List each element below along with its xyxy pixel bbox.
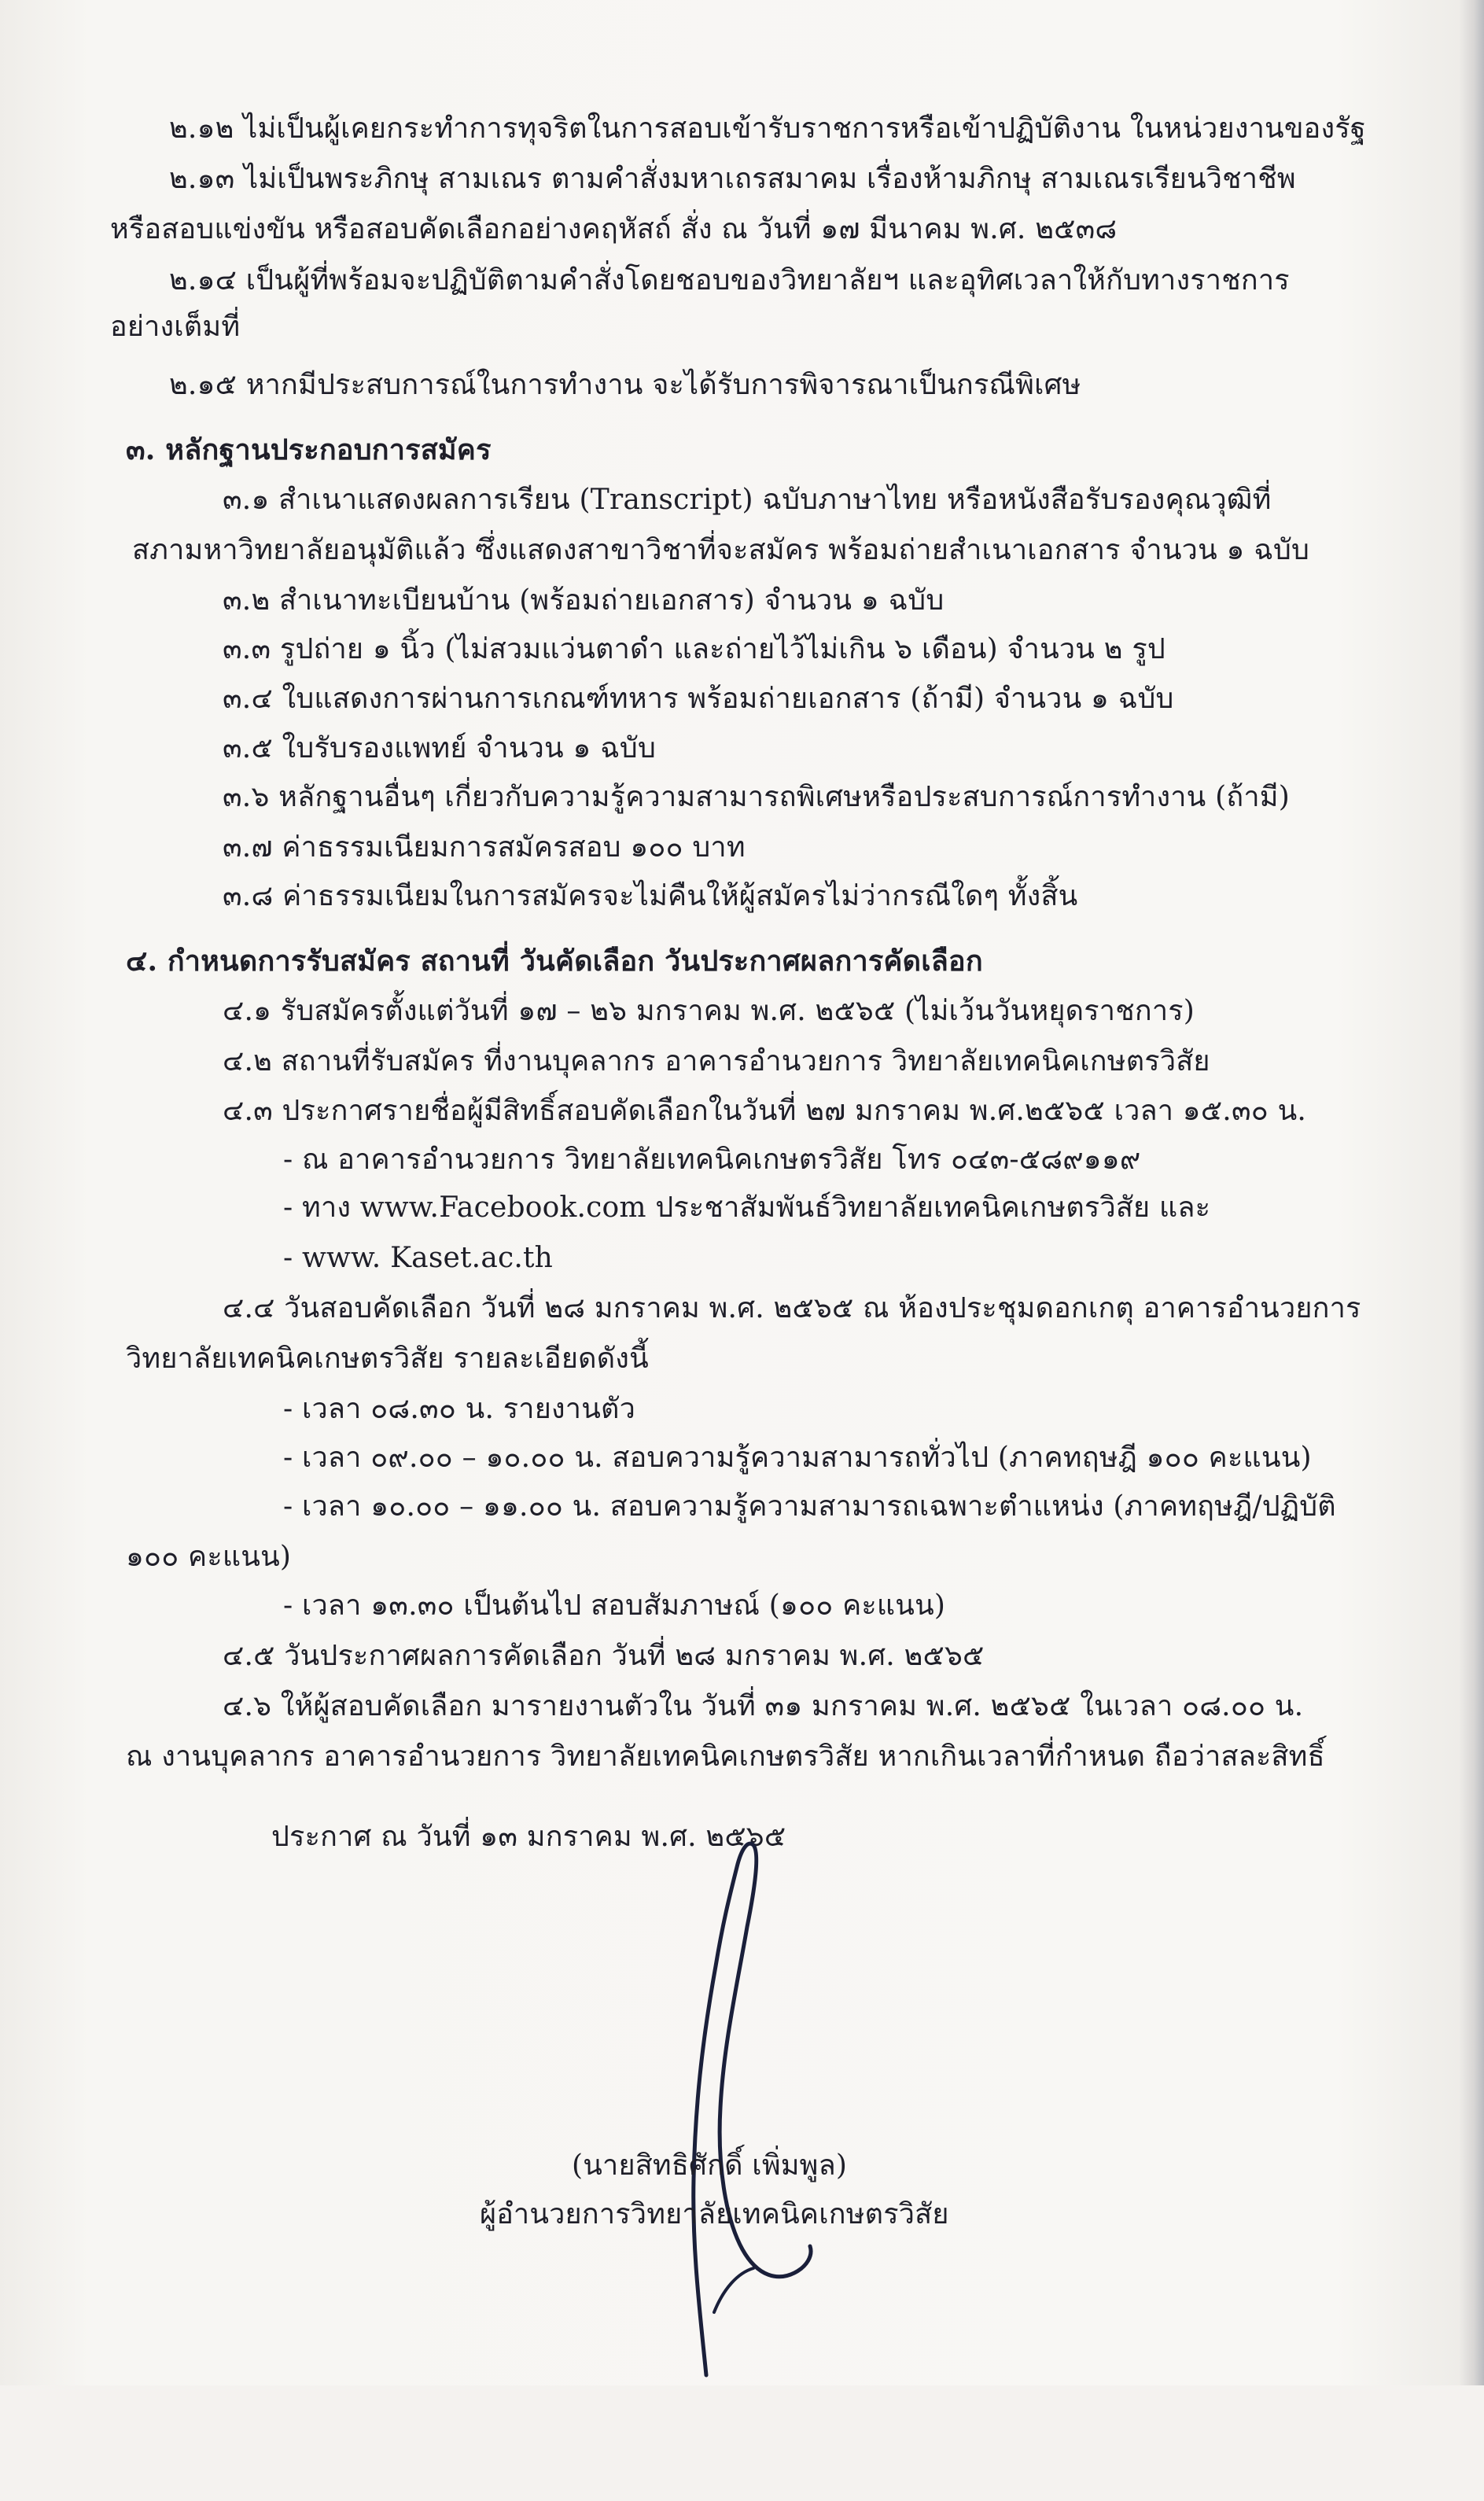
item-4-1: ๔.๑ รับสมัครตั้งแต่วันที่ ๑๗ – ๒๖ มกราคม พ.ศ. ๒๕๖๕ (ไม่เว้นวันหยุดราชการ)	[223, 995, 1195, 1027]
item-4-3-website: - www. Kaset.ac.th	[283, 1242, 554, 1274]
section-3-heading: ๓. หลักฐานประกอบการสมัคร	[126, 433, 492, 466]
schedule-0900: - เวลา ๐๙.๐๐ – ๑๐.๐๐ น. สอบความรู้ความสามารถทั่วไป (ภาคทฤษฎี ๑๐๐ คะแนน)	[283, 1442, 1312, 1474]
item-2-14: ๒.๑๔ เป็นผู้ที่พร้อมจะปฏิบัติตามคำสั่งโดยชอบของวิทยาลัยฯ และอุทิศเวลาให้กับทางราชการ	[169, 264, 1290, 297]
section-4-heading: ๔. กำหนดการรับสมัคร สถานที่ วันคัดเลือก วันประกาศผลการคัดเลือก	[126, 945, 983, 978]
item-4-2: ๔.๒ สถานที่รับสมัคร ที่งานบุคลากร อาคารอำนวยการ วิทยาลัยเทคนิคเกษตรวิสัย	[223, 1045, 1210, 1077]
item-4-4-cont: วิทยาลัยเทคนิคเกษตรวิสัย รายละเอียดดังนี้	[126, 1343, 649, 1375]
item-4-3: ๔.๓ ประกาศรายชื่อผู้มีสิทธิ์สอบคัดเลือกในวันที่ ๒๗ มกราคม พ.ศ.๒๕๖๕ เวลา ๑๕.๓๐ น.	[223, 1095, 1307, 1127]
item-4-3-place: - ณ อาคารอำนวยการ วิทยาลัยเทคนิคเกษตรวิสัย โทร ๐๔๓-๕๘๙๑๑๙	[283, 1144, 1141, 1176]
item-3-1: ๓.๑ สำเนาแสดงผลการเรียน (Transcript) ฉบับภาษาไทย หรือหนังสือรับรองคุณวุฒิที่	[223, 484, 1272, 516]
schedule-1000: - เวลา ๑๐.๐๐ – ๑๑.๐๐ น. สอบความรู้ความสามารถเฉพาะตำแหน่ง (ภาคทฤษฎี/ปฏิบัติ	[283, 1490, 1336, 1523]
schedule-1330: - เวลา ๑๓.๓๐ เป็นต้นไป สอบสัมภาษณ์ (๑๐๐ คะแนน)	[283, 1589, 946, 1622]
item-3-7: ๓.๗ ค่าธรรมเนียมการสมัครสอบ ๑๐๐ บาท	[223, 831, 746, 864]
item-4-5: ๔.๕ วันประกาศผลการคัดเลือก วันที่ ๒๘ มกราคม พ.ศ. ๒๕๖๕	[223, 1640, 985, 1672]
item-2-13-cont: หรือสอบแข่งขัน หรือสอบคัดเลือกอย่างคฤหัสถ์ สั่ง ณ วันที่ ๑๗ มีนาคม พ.ศ. ๒๕๓๘	[110, 213, 1118, 245]
item-3-8: ๓.๘ ค่าธรรมเนียมในการสมัครจะไม่คืนให้ผู้สมัครไม่ว่ากรณีใดๆ ทั้งสิ้น	[223, 880, 1078, 912]
item-3-5: ๓.๕ ใบรับรองแพทย์ จำนวน ๑ ฉบับ	[223, 732, 657, 764]
signatory-title: ผู้อำนวยการวิทยาลัยเทคนิคเกษตรวิสัย	[480, 2198, 949, 2230]
item-3-3: ๓.๓ รูปถ่าย ๑ นิ้ว (ไม่สวมแว่นตาดำ และถ่ายไว้ไม่เกิน ๖ เดือน) จำนวน ๒ รูป	[223, 633, 1165, 665]
item-2-12: ๒.๑๒ ไม่เป็นผู้เคยกระทำการทุจริตในการสอบเข้ารับราชการหรือเข้าปฏิบัติงาน ในหน่วยงานของรัฐ	[169, 112, 1366, 145]
schedule-0830: - เวลา ๐๘.๓๐ น. รายงานตัว	[283, 1393, 635, 1425]
schedule-1000-cont: ๑๐๐ คะแนน)	[126, 1541, 292, 1573]
item-3-4: ๓.๔ ใบแสดงการผ่านการเกณฑ์ทหาร พร้อมถ่ายเอกสาร (ถ้ามี) จำนวน ๑ ฉบับ	[223, 683, 1174, 715]
item-2-15: ๒.๑๕ หากมีประสบการณ์ในการทำงาน จะได้รับการพิจารณาเป็นกรณีพิเศษ	[169, 369, 1081, 401]
item-4-6: ๔.๖ ให้ผู้สอบคัดเลือก มารายงานตัวใน วันที่ ๓๑ มกราคม พ.ศ. ๒๕๖๕ ในเวลา ๐๘.๐๐ น.	[223, 1690, 1304, 1722]
item-4-4: ๔.๔ วันสอบคัดเลือก วันที่ ๒๘ มกราคม พ.ศ. ๒๕๖๕ ณ ห้องประชุมดอกเกตุ อาคารอำนวยการ	[223, 1292, 1361, 1324]
item-3-6: ๓.๖ หลักฐานอื่นๆ เกี่ยวกับความรู้ความสามารถพิเศษหรือประสบการณ์การทำงาน (ถ้ามี)	[223, 781, 1290, 813]
announcement-date: ประกาศ ณ วันที่ ๑๓ มกราคม พ.ศ. ๒๕๖๕	[271, 1821, 786, 1853]
item-3-2: ๓.๒ สำเนาทะเบียนบ้าน (พร้อมถ่ายเอกสาร) จำนวน ๑ ฉบับ	[223, 584, 945, 617]
item-2-13: ๒.๑๓ ไม่เป็นพระภิกษุ สามเณร ตามคำสั่งมหาเถรสมาคม เรื่องห้ามภิกษุ สามเณรเรียนวิชาชีพ	[169, 163, 1296, 195]
signatory-name: (นายสิทธิศักดิ์ เพิ่มพูล)	[572, 2149, 848, 2182]
item-4-6-cont: ณ งานบุคลากร อาคารอำนวยการ วิทยาลัยเทคนิคเกษตรวิสัย หากเกินเวลาที่กำหนด ถือว่าสละสิทธิ์	[126, 1740, 1325, 1773]
item-2-14-cont: อย่างเต็มที่	[110, 311, 241, 343]
item-4-3-facebook: - ทาง www.Facebook.com ประชาสัมพันธ์วิทยาลัยเทคนิคเกษตรวิสัย และ	[283, 1192, 1211, 1224]
item-3-1-cont: สภามหาวิทยาลัยอนุมัติแล้ว ซึ่งแสดงสาขาวิชาที่จะสมัคร พร้อมถ่ายสำเนาเอกสาร จำนวน ๑ ฉบับ	[132, 534, 1310, 566]
page-edge-shadow	[1459, 0, 1484, 2385]
